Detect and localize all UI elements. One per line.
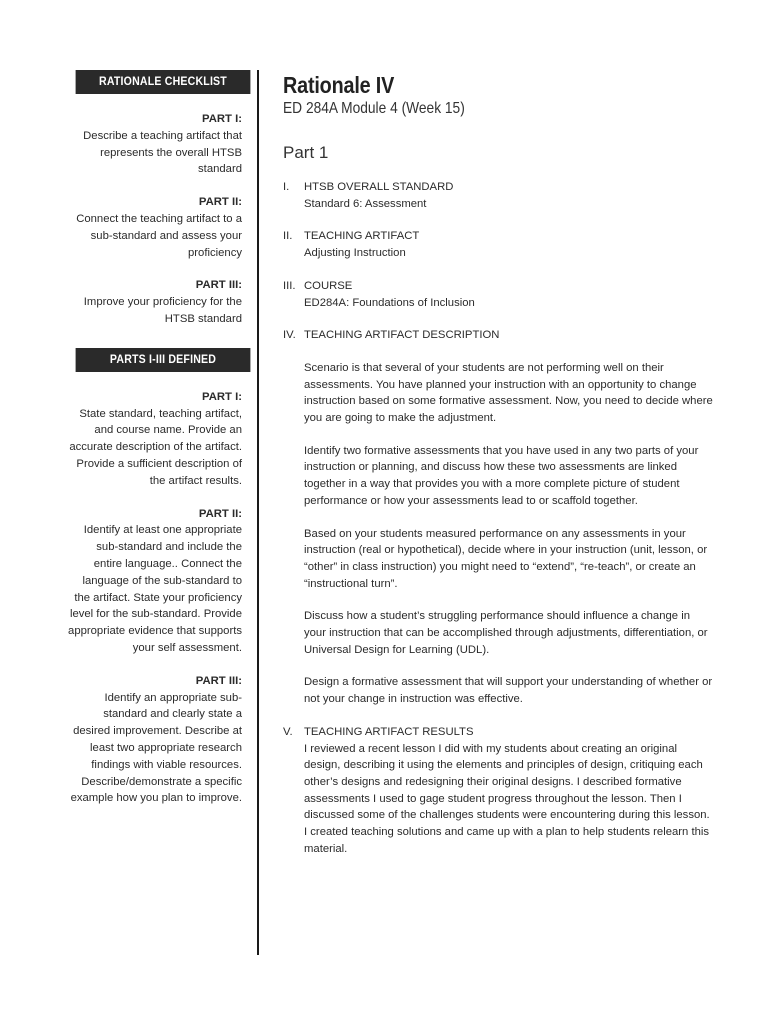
sidebar xyxy=(68,70,258,807)
defined-part-2 xyxy=(68,506,258,657)
section-heading: HTSB OVERALL STANDARD xyxy=(304,181,454,193)
section-number: II. xyxy=(283,230,293,243)
checklist-part-3 xyxy=(68,277,258,327)
checklist-part-2 xyxy=(68,194,258,261)
section-value: Standard 6: Assessment xyxy=(304,197,427,210)
description-paragraph: Identify two formative assessments that you have used in any two parts of your instruction or planning, and discuss how these two assessments are linked together in a way that provides you with a more complete picture of student performance or how your assessments lead to or scaffold together. xyxy=(304,444,699,507)
checklist-header: RATIONALE CHECKLIST xyxy=(76,70,251,94)
defined-text: State standard, teaching artifact, and course name. Provide an accurate description of the artifact. Provide a sufficient description of the artifact results. xyxy=(69,407,242,487)
section-value: ED284A: Foundations of Inclusion xyxy=(304,296,475,309)
checklist-label: PART I: xyxy=(202,113,242,125)
section-number: I. xyxy=(283,181,290,193)
defined-part-3 xyxy=(68,673,258,807)
section-heading: TEACHING ARTIFACT RESULTS xyxy=(304,725,474,738)
defined-part-1 xyxy=(68,389,258,490)
description-paragraph: Based on your students measured performance on any assessments in your instruction (real or hypothetical), decide where in your instruction (unit, lesson, or “other” in class instruction) you might need to “extend”, “re-teach”, or create an “instructional turn”. xyxy=(304,527,708,590)
section-description xyxy=(283,327,713,344)
description-paragraph: Design a formative assessment that will support your understanding of whether or not your change in instruction was effective. xyxy=(304,676,713,706)
section-number: IV. xyxy=(283,329,296,342)
defined-text: Identify at least one appropriate sub-standard and include the entire language.. Connect the language of the sub-standard to the artifact. State your proficiency level for the sub-standard. Provide appropriate evidence that supports your self assessment. xyxy=(68,524,242,654)
part-heading: Part 1 xyxy=(283,143,329,162)
section-heading: TEACHING ARTIFACT xyxy=(304,230,420,243)
checklist-label: PART II: xyxy=(198,196,242,209)
checklist-label: PART III: xyxy=(195,279,242,292)
section-heading: COURSE xyxy=(304,279,353,292)
defined-label: PART III: xyxy=(195,674,242,687)
checklist-part-1 xyxy=(68,111,258,178)
checklist-text: Describe a teaching artifact that represents the overall HTSB standard xyxy=(83,129,242,176)
description-paragraph: Discuss how a student’s struggling performance should influence a change in your instruction that can be accomplished through adjustments, differentiation, or Universal Design for Learning (UDL). xyxy=(304,610,708,656)
checklist-text: Connect the teaching artifact to a sub-standard and assess your proficiency xyxy=(76,212,242,259)
section-heading: TEACHING ARTIFACT DESCRIPTION xyxy=(304,329,500,342)
page-subtitle: ED 284A Module 4 (Week 15) xyxy=(283,100,465,117)
defined-header: PARTS I-III DEFINED xyxy=(76,348,251,372)
description-paragraph: Scenario is that several of your students are not performing well on their assessments. You have planned your instruction with an opportunity to change instruction based on some formative assessment. Now, you need to decide where you are going to make the adjustment. xyxy=(304,361,713,425)
section-course xyxy=(283,278,713,311)
defined-label: PART II: xyxy=(198,507,242,520)
section-number: V. xyxy=(283,725,293,738)
section-value: Adjusting Instruction xyxy=(304,247,406,260)
section-number: III. xyxy=(283,279,296,292)
results-text: I reviewed a recent lesson I did with my students about creating an original design, describing it using the elements and principles of design, critiquing each other’s designs and redesigning their original designs. I described formative assessments I used to gage student progress throughout the lesson. Then I discussed some of the challenges students were encountering during this lesson. I created teaching solutions and came up with a plan to help students relearn this material. xyxy=(304,742,710,855)
defined-label: PART I: xyxy=(202,390,242,403)
section-standard xyxy=(283,179,713,212)
vertical-divider xyxy=(257,70,259,955)
page-title: Rationale IV xyxy=(283,72,395,98)
section-results xyxy=(283,724,713,858)
checklist-text: Improve your proficiency for the HTSB standard xyxy=(83,296,242,325)
main-content xyxy=(283,70,713,858)
defined-text: Identify an appropriate sub-standard and clearly state a desired improvement. Describe at least two appropriate research findings with viable resources. Describe/demonstrate a specific example how you plan to improve. xyxy=(70,691,242,805)
section-artifact xyxy=(283,228,713,261)
